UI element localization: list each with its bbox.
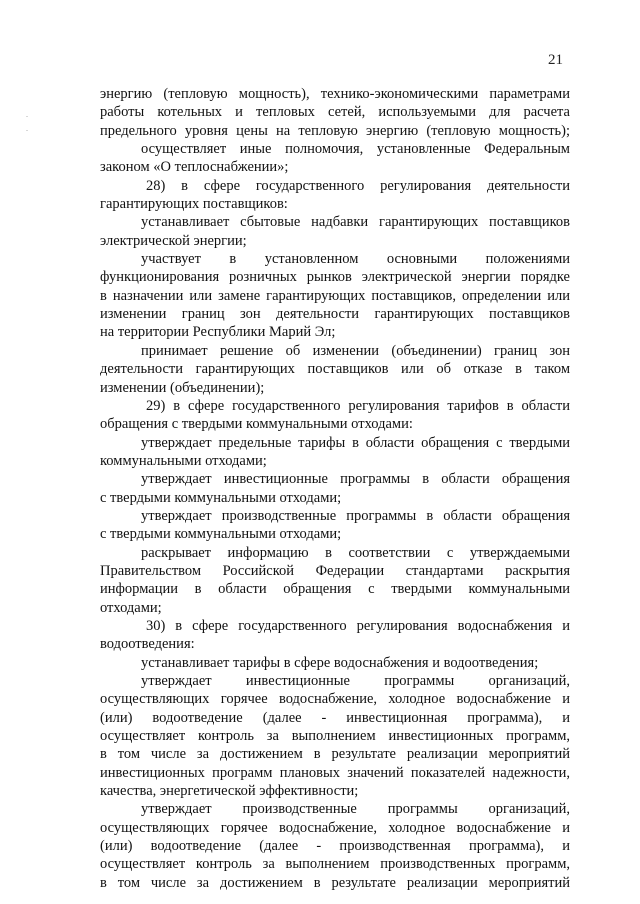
text-line: коммунальными отходами; xyxy=(100,452,267,469)
scan-specks: . . xyxy=(26,110,28,133)
text-line: осуществляет контроль за выполнением инвестиционных программ, xyxy=(100,728,570,745)
text-line: 30) в сфере государственного регулирования водоснабжения и xyxy=(146,617,570,634)
text-line: 29) в сфере государственного регулирования тарифов в области xyxy=(146,397,570,414)
text-line: водоотведения: xyxy=(100,636,195,653)
text-line: законом «О теплоснабжении»; xyxy=(100,159,289,176)
text-line: устанавливает тарифы в сфере водоснабжения и водоотведения; xyxy=(141,654,539,671)
text-line: обращения с твердыми коммунальными отходами: xyxy=(100,416,413,433)
text-line: информации в области обращения с твердыми коммунальными xyxy=(100,581,570,598)
text-line: осуществляет иные полномочия, установленные Федеральным xyxy=(141,141,570,158)
text-line: утверждает производственные программы организаций, xyxy=(141,801,570,818)
text-line: принимает решение об изменении (объединении) границ зон xyxy=(141,342,570,359)
text-line: в назначении или замене гарантирующих поставщиков, определении или xyxy=(100,287,570,304)
text-line: на территории Республики Марий Эл; xyxy=(100,324,336,341)
text-line: отходами; xyxy=(100,599,162,616)
text-line: деятельности гарантирующих поставщиков или об отказе в таком xyxy=(100,361,570,378)
text-line: гарантирующих поставщиков: xyxy=(100,196,288,213)
text-line: с твердыми коммунальными отходами; xyxy=(100,526,342,543)
page-number: 21 xyxy=(548,52,563,68)
text-line: (или) водоотведение (далее - инвестиционная программа), и xyxy=(100,709,570,726)
text-line: инвестиционных программ плановых значений показателей надежности, xyxy=(100,764,570,781)
text-line: в том числе за достижением в результате реализации мероприятий xyxy=(100,746,570,763)
text-line: предельного уровня цены на тепловую энергию (тепловую мощность); xyxy=(100,122,570,139)
text-line: изменении границ зон деятельности гарантирующих поставщиков xyxy=(100,306,570,323)
text-line: осуществляет контроль за выполнением производственных программ, xyxy=(100,856,570,873)
text-line: устанавливает сбытовые надбавки гарантирующих поставщиков xyxy=(141,214,570,231)
text-line: утверждает инвестиционные программы в области обращения xyxy=(141,471,570,488)
text-line: с твердыми коммунальными отходами; xyxy=(100,489,342,506)
text-line: утверждает инвестиционные программы организаций, xyxy=(141,673,570,689)
text-line: качества, энергетической эффективности; xyxy=(100,783,359,800)
text-line: 28) в сфере государственного регулирования деятельности xyxy=(146,177,570,194)
text-line: изменении (объединении); xyxy=(100,379,265,396)
text-line: электрической энергии; xyxy=(100,232,247,249)
text-line: утверждает производственные программы в области обращения xyxy=(141,507,570,524)
text-line: Правительством Российской Федерации стандартами раскрытия xyxy=(100,562,570,579)
text-line: утверждает предельные тарифы в области обращения с твердыми xyxy=(141,434,570,451)
text-line: осуществляющих горячее водоснабжение, холодное водоснабжение и xyxy=(100,819,570,836)
text-line: функционирования розничных рынков электрической энергии порядке xyxy=(100,269,570,286)
text-line: работы котельных и тепловых сетей, используемыми для расчета xyxy=(100,104,570,121)
text-line: раскрывает информацию в соответствии с утверждаемыми xyxy=(141,544,570,561)
text-line: энергию (тепловую мощность), технико-экономическими параметрами xyxy=(100,86,570,102)
text-line: (или) водоотведение (далее - производственная программа), и xyxy=(100,838,570,855)
text-line: осуществляющих горячее водоснабжение, холодное водоснабжение и xyxy=(100,691,570,708)
text-line: участвует в установленном основными положениями xyxy=(141,251,570,268)
text-line: в том числе за достижением в результате реализации мероприятий xyxy=(100,874,570,891)
document-body xyxy=(100,85,570,892)
